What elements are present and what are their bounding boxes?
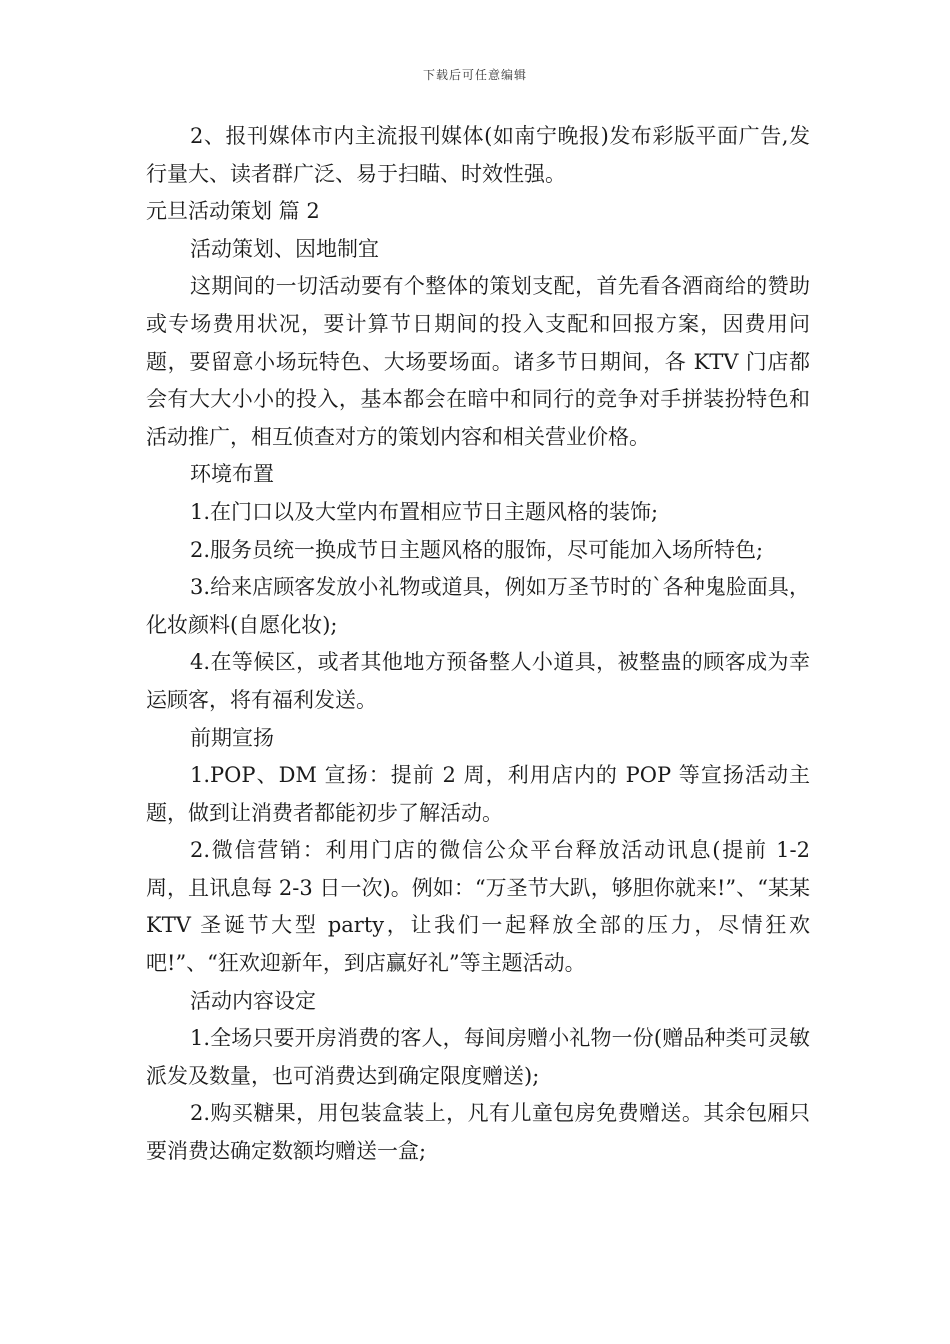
list-item-candy: 2.购买糖果，用包装盒装上，凡有儿童包房免费赠送。其余包厢只要消费达确定数额均赠送一盒; xyxy=(146,1101,810,1164)
subheading-environment: 环境布置 xyxy=(190,462,274,487)
list-item-wechat: 2.微信营销：利用门店的微信公众平台释放活动讯息(提前 1-2 周，且讯息每 2-3 日一次)。例如：“万圣节大趴，够胆你就来!”、“某某 KTV 圣诞节大型 party，让我们一起释放全部的压力，尽情狂欢吧!”、“狂欢迎新年，到店赢好礼”等主题活动。 xyxy=(146,838,810,976)
list-item-prank-props: 4.在等候区，或者其他地方预备整人小道具，被整蛊的顾客成为幸运顾客，将有福利发送。 xyxy=(146,650,810,712)
subheading-activity-planning: 活动策划、因地制宜 xyxy=(190,236,379,261)
paragraph-planning-overview: 这期间的一切活动要有个整体的策划支配，首先看各酒商给的赞助或专场费用状况，要计算节日期间的投入支配和回报方案，因费用问题，要留意小场玩特色、大场要场面。诸多节日期间，各 KTV 门店都会有大大小小的投入，基本都会在暗中和同行的竞争对手拼装扮特色和活动推广，相互侦查对方的策划内容和相关营业价格。 xyxy=(146,274,810,449)
paragraph-media-ad: 2、报刊媒体市内主流报刊媒体(如南宁晚报)发布彩版平面广告,发行量大、读者群广泛、易于扫瞄、时效性强。 xyxy=(146,124,810,186)
page-header-note: 下载后可任意编辑 xyxy=(422,68,527,82)
list-item-pop-dm: 1.POP、DM 宣扬：提前 2 周，利用店内的 POP 等宣扬活动主题，做到让消费者都能初步了解活动。 xyxy=(146,763,810,825)
section-title: 元旦活动策划 篇 2 xyxy=(146,199,320,224)
list-item-room-gift: 1.全场只要开房消费的客人，每间房赠小礼物一份(赠品种类可灵敏派发及数量，也可消费达到确定限度赠送); xyxy=(146,1026,810,1088)
list-item-gifts: 3.给来店顾客发放小礼物或道具，例如万圣节时的`各种鬼脸面具，化妆颜料(自愿化妆); xyxy=(146,575,810,637)
list-item-decoration: 1.在门口以及大堂内布置相应节日主题风格的装饰; xyxy=(190,499,659,524)
list-item-staff-costume: 2.服务员统一换成节日主题风格的服饰，尽可能加入场所特色; xyxy=(190,537,764,562)
subheading-activity-content: 活动内容设定 xyxy=(190,988,316,1013)
document-body xyxy=(146,118,810,1171)
subheading-promotion: 前期宣扬 xyxy=(190,725,274,750)
